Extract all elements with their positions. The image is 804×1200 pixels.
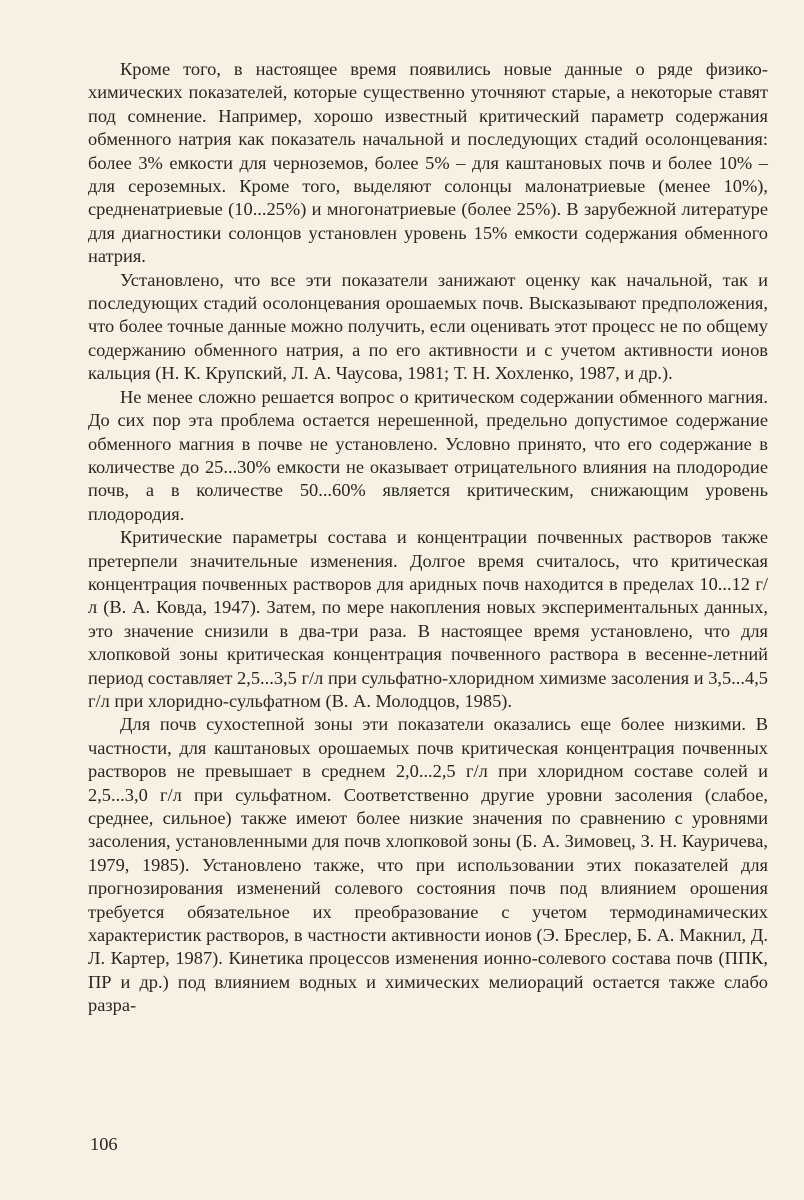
paragraph-3: Не менее сложно решается вопрос о критическом содержании обменного магния. До сих пор эта проблема остается нерешенной, предельно допустимое содержание обменного магния в почве не установлено. Условно принято, что его содержание в количестве до 25...30% емкости не оказывает отрицательного влияния на плодородие почв, а в количестве 50...60% является критическим, снижающим уровень плодородия.	[88, 386, 768, 524]
page-body	[88, 58, 768, 1018]
paragraph-1: Кроме того, в настоящее время появились новые данные о ряде физико-химических показателей, которые существенно уточняют старые, а некоторые ставят под сомнение. Например, хорошо известный критический параметр содержания обменного натрия как показатель начальной и последующих стадий осолонцевания: более 3% емкости для черноземов, более 5% – для каштановых почв и более 10% – для сероземных. Кроме того, выделяют солонцы малонатриевые (менее 10%), средненатриевые (10...25%) и многонатриевые (более 25%). В зарубежной литературе для диагностики солонцов установлен уровень 15% емкости содержания обменного натрия.	[88, 59, 768, 267]
page-number: 106	[90, 1134, 118, 1154]
paragraph-5: Для почв сухостепной зоны эти показатели оказались еще более низкими. В частности, для каштановых орошаемых почв критическая концентрация почвенных растворов не превышает в среднем 2,0...2,5 г/л при хлоридном составе солей и 2,5...3,0 г/л при сульфатном. Соответственно другие уровни засоления (слабое, среднее, сильное) также имеют более низкие значения по сравнению с уровнями засоления, установленными для почв хлопковой зоны (Б. А. Зимовец, З. Н. Кауричева, 1979, 1985). Установлено также, что при использовании этих показателей для прогнозирования изменений солевого состояния почв под влиянием орошения требуется обязательное их преобразование с учетом термодинамических характеристик растворов, в частности активности ионов (Э. Бреслер, Б. А. Макнил, Д. Л. Картер, 1987). Кинетика процессов изменения ионно-солевого состава почв (ППК, ПР и др.) под влиянием водных и химических мелиораций остается также слабо разра-	[88, 714, 768, 1016]
paragraph-2: Установлено, что все эти показатели занижают оценку как начальной, так и последующих стадий осолонцевания орошаемых почв. Высказывают предположения, что более точные данные можно получить, если оценивать этот процесс не по общему содержанию обменного натрия, а по его активности и с учетом активности ионов кальция (Н. К. Крупский, Л. А. Чаусова, 1981; Т. Н. Хохленко, 1987, и др.).	[88, 269, 768, 384]
paragraph-4: Критические параметры состава и концентрации почвенных растворов также претерпели значительные изменения. Долгое время считалось, что критическая концентрация почвенных растворов для аридных почв находится в пределах 10...12 г/л (В. А. Ковда, 1947). Затем, по мере накопления новых экспериментальных данных, это значение снизили в два-три раза. В настоящее время установлено, что для хлопковой зоны критическая концентрация почвенного раствора в весенне-летний период составляет 2,5...3,5 г/л при сульфатно-хлоридном химизме засоления и 3,5...4,5 г/л при хлоридно-сульфатном (В. А. Молодцов, 1985).	[88, 527, 768, 711]
